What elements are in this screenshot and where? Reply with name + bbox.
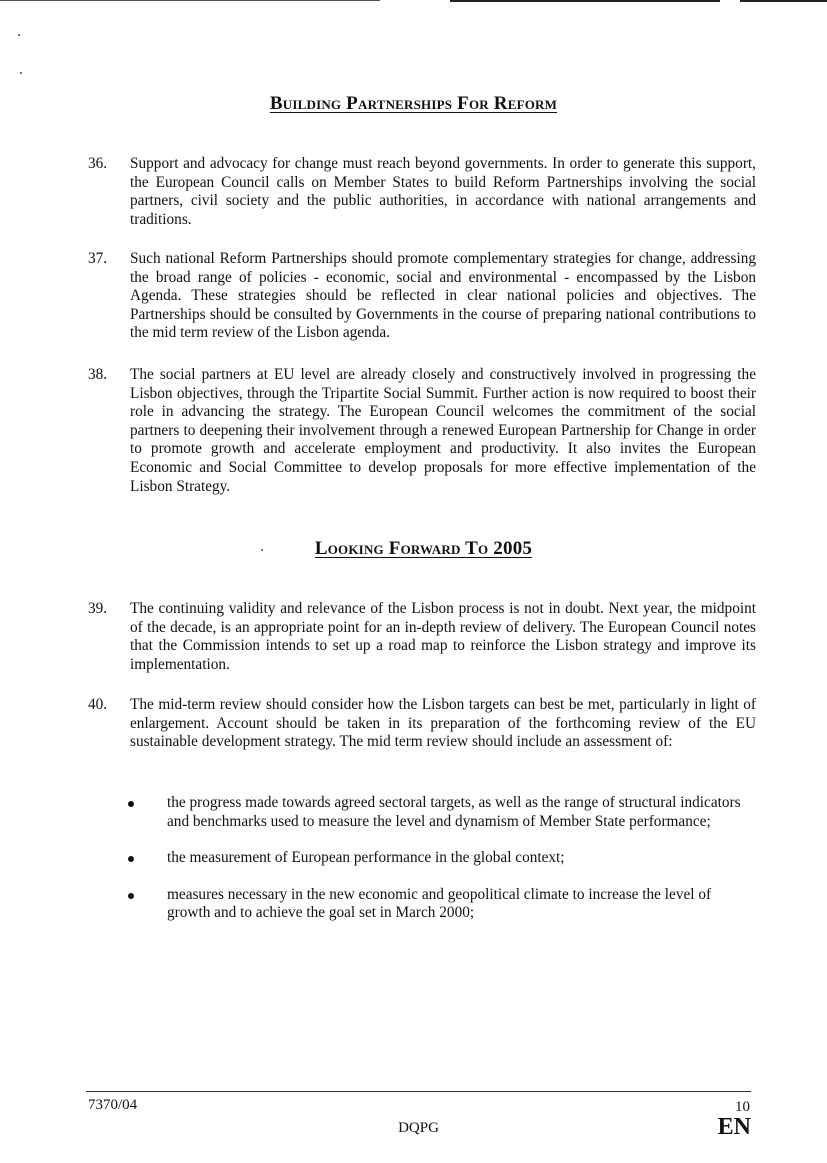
scan-speck [20,72,22,74]
document-id: 7370/04 [88,1097,138,1113]
list-item-text: measures necessary in the new economic and geopolitical climate to increase the level of growth and to achieve the goal set in March 2000; [167,885,712,922]
top-rule [740,0,827,2]
paragraph-36 [88,155,756,229]
paragraph-38 [88,366,756,496]
footer-rule [86,1091,751,1092]
paragraph-40 [88,696,756,752]
paragraph-number: 38. [88,366,108,383]
paragraph-text: The mid-term review should consider how the Lisbon targets can best be met, particularly in light of enlargement. Account should be taken in its preparation of the forthcoming review of the EU sustainable development strategy. The mid term review should include an assessment of: [130,696,756,751]
language-code: EN [717,1114,751,1140]
list-item [128,849,756,868]
paragraph-text: Such national Reform Partnerships should promote complementary strategies for change, addressing the broad range of policies - economic, social and environmental - encompassed by the Lisbon Agenda. These strategies should be reflected in clear national policies and objectives. The Partnerships should be consulted by Governments in the course of preparing national contributions to the mid term review of the Lisbon agenda. [130,250,756,342]
paragraph-text: Support and advocacy for change must reach beyond governments. In order to generate this support, the European Council calls on Member States to build Reform Partnerships involving the social partners, civil society and the public authorities, in accordance with national arrangements and traditions. [130,155,756,228]
paragraph-text: The continuing validity and relevance of the Lisbon process is not in doubt. Next year, the midpoint of the decade, is an appropriate point for an in-depth review of delivery. The European Council notes that the Commission intends to set up a road map to reinforce the Lisbon strategy and improve its implementation. [130,600,756,673]
top-rule [450,0,720,2]
list-item-text: the measurement of European performance in the global context; [167,849,565,867]
scan-speck [18,34,20,36]
top-rule [0,0,380,1]
paragraph-number: 37. [88,250,108,267]
department-code: DQPG [398,1120,439,1136]
assessment-bullet-list [128,794,756,941]
paragraph-text: The social partners at EU level are already closely and constructively involved in progressing the Lisbon objectives, through the Tripartite Social Summit. Further action is now required to boost their role in advancing the strategy. The European Council welcomes the commitment of the social partners to deepening their involvement through a renewed European Partnership for Change in order to promote growth and accelerate employment and productivity. It also invites the European Economic and Social Committee to develop proposals for more effective implementation of the Lisbon Strategy. [130,366,756,495]
paragraph-number: 36. [88,155,108,172]
list-item-text: the progress made towards agreed sectoral targets, as well as the range of structural indicators and benchmarks used to measure the level and dynamism of Member State performance; [167,794,741,830]
section-heading: Looking Forward To 2005 [314,538,533,559]
bullet-icon [128,856,134,862]
page-number: 10 [735,1099,750,1115]
bullet-icon [128,801,134,807]
list-item [128,794,756,831]
list-item [128,886,756,923]
paragraph-37 [88,250,756,343]
bullet-icon [128,893,134,899]
section-heading: Building Partnerships For Reform [269,93,558,114]
paragraph-number: 39. [88,600,108,617]
paragraph-number: 40. [88,696,108,713]
paragraph-39 [88,600,756,674]
